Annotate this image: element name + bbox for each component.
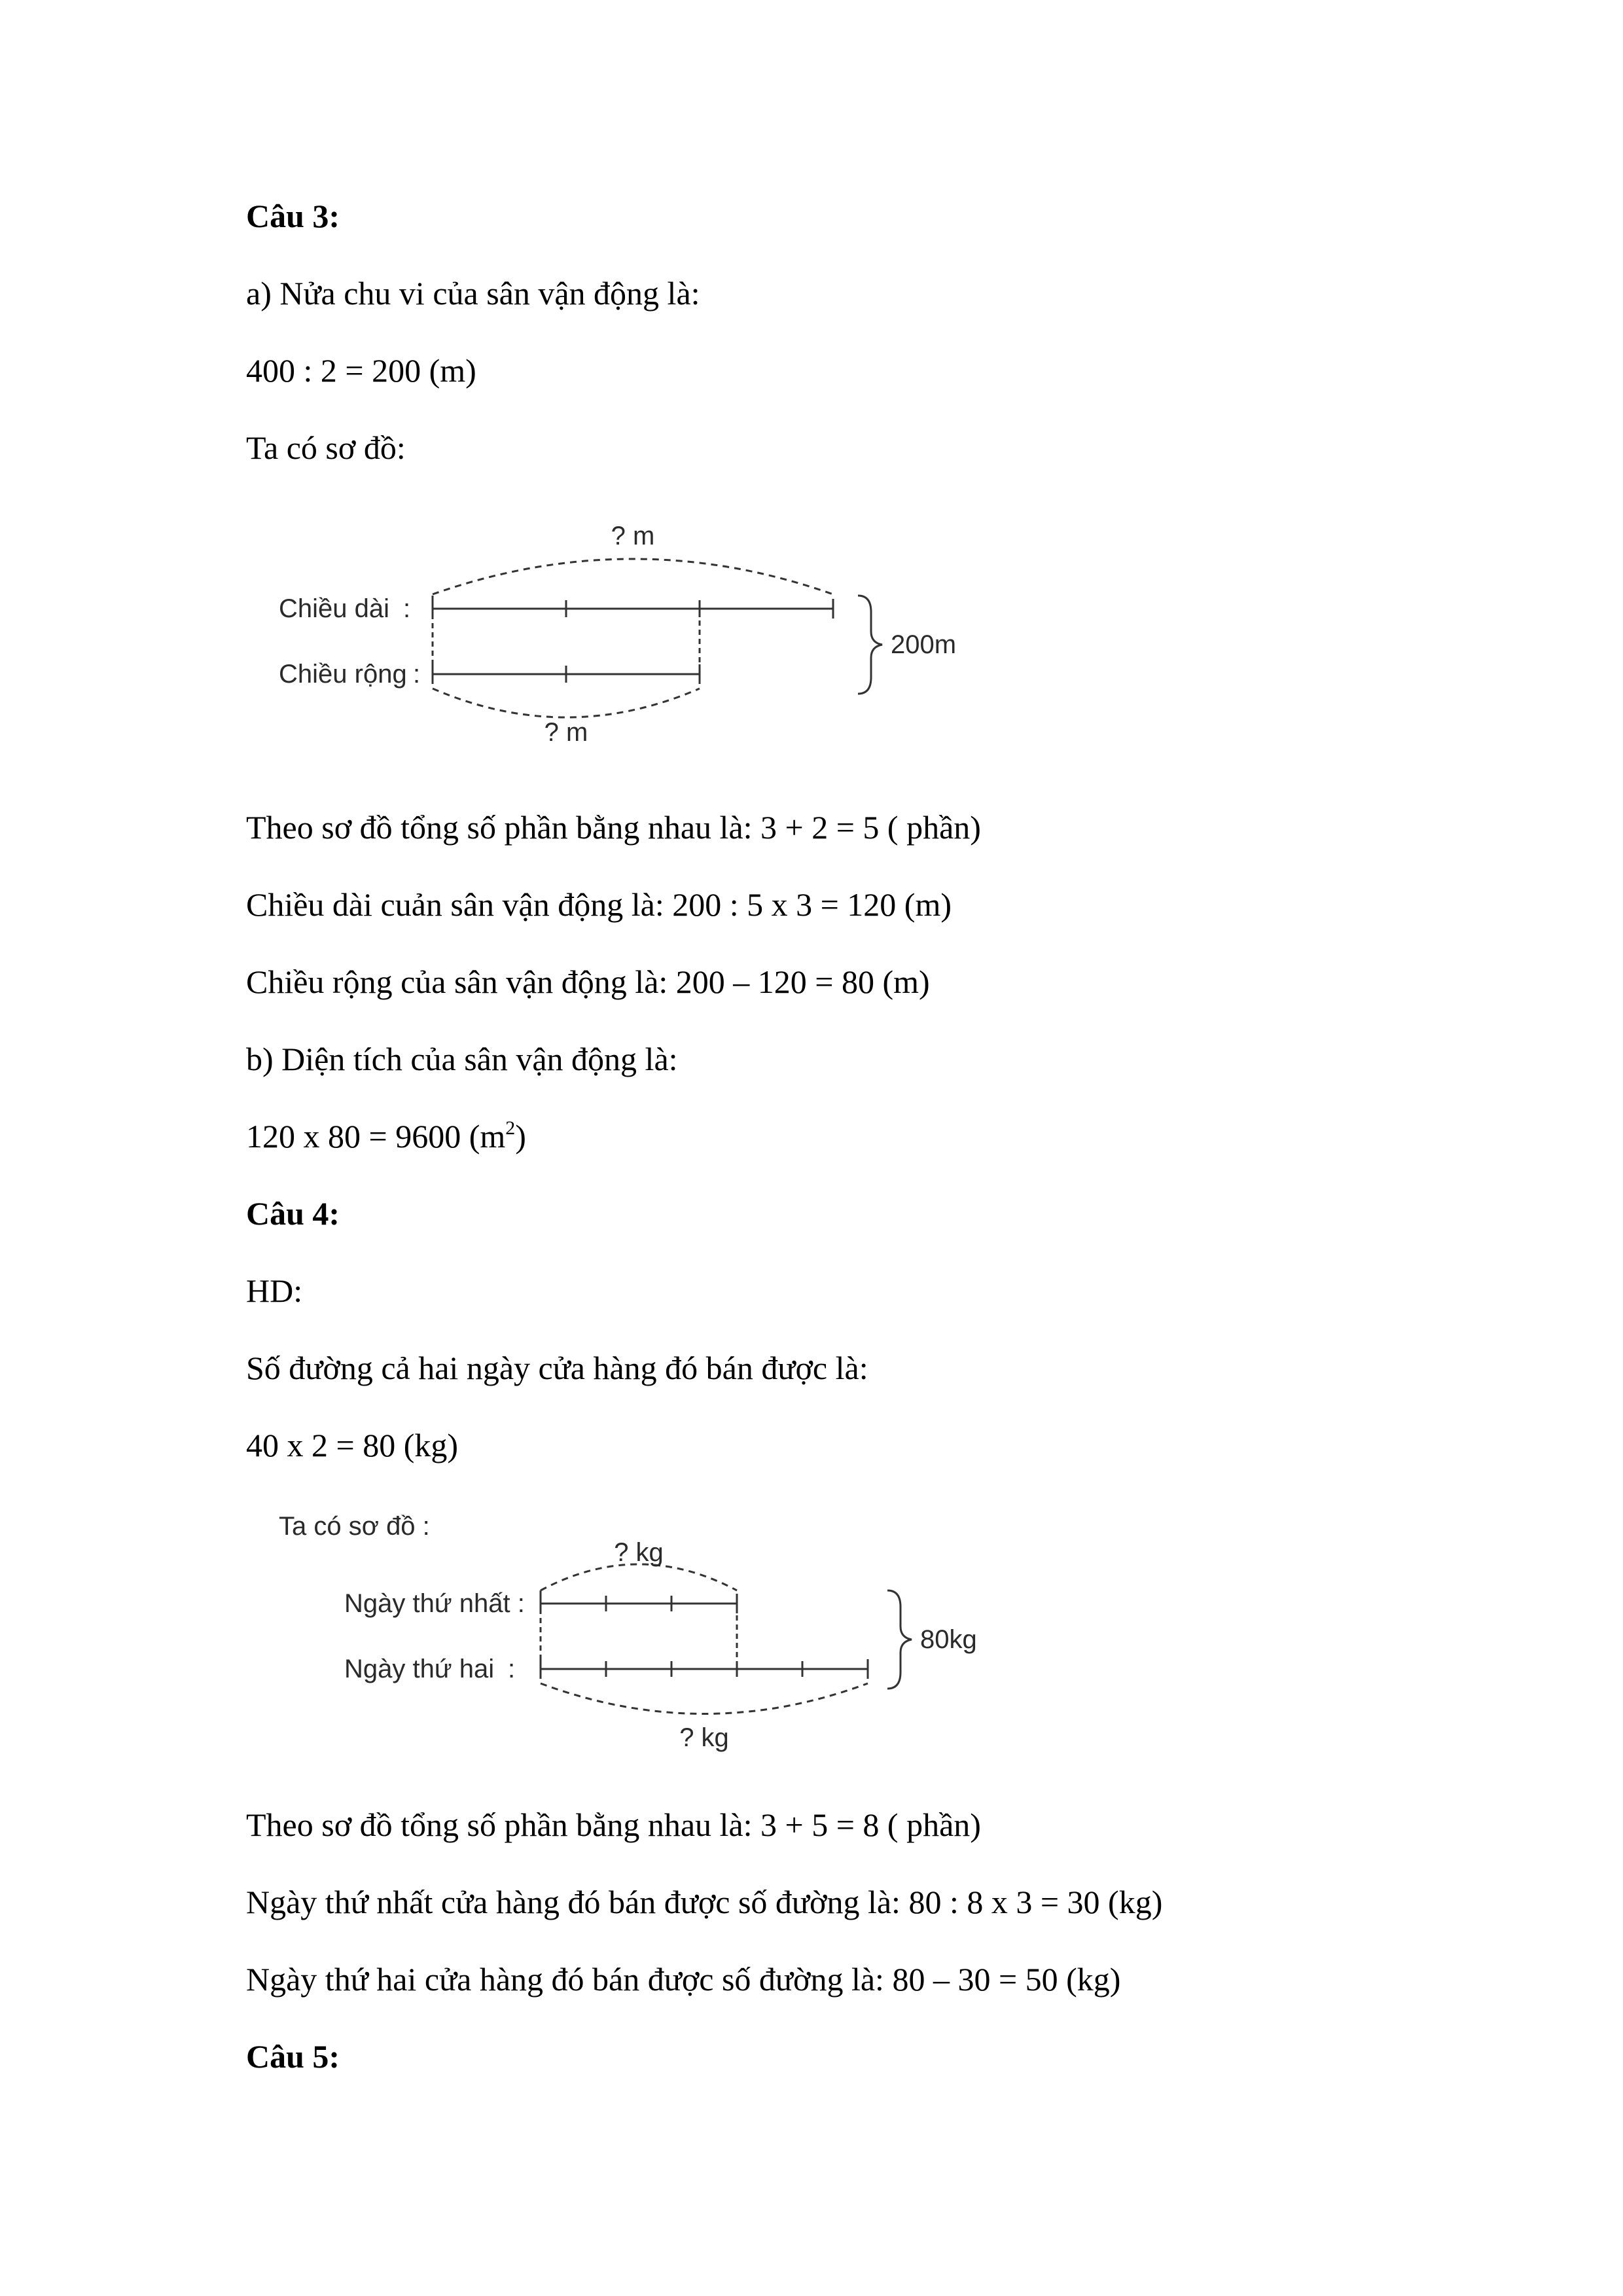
top-dashed-arc bbox=[541, 1564, 737, 1590]
q4-sugar-line: Số đường cả hai ngày cửa hàng đó bán được là: bbox=[246, 1350, 868, 1386]
day2-colon: : bbox=[508, 1655, 516, 1683]
q3-segment-diagram bbox=[246, 497, 972, 779]
q3-total: 200m bbox=[891, 630, 957, 659]
width-colon: : bbox=[413, 660, 421, 689]
q4-bottom-question: ? kg bbox=[679, 1723, 729, 1752]
length-colon: : bbox=[403, 594, 411, 623]
q4-day1-result: Ngày thứ nhất cửa hàng đó bán được số đường là: 80 : 8 x 3 = 30 (kg) bbox=[246, 1884, 1163, 1920]
day1-label: Ngày thứ nhất : bbox=[344, 1589, 525, 1618]
day2-label: Ngày thứ hai bbox=[344, 1655, 495, 1683]
bottom-dashed-arc bbox=[541, 1683, 868, 1714]
q4-diagram-intro: Ta có sơ đồ : bbox=[279, 1512, 430, 1541]
q3-total-parts: Theo sơ đồ tổng số phần bằng nhau là: 3 + 2 = 5 ( phần) bbox=[246, 809, 981, 846]
q3-width-result: Chiều rộng của sân vận động là: 200 – 120 = 80 (m) bbox=[246, 963, 930, 1000]
length-label: Chiều dài bbox=[279, 594, 390, 623]
q4-calc: 40 x 2 = 80 (kg) bbox=[246, 1427, 458, 1463]
q3-heading: Câu 3: bbox=[246, 198, 340, 234]
q3-calc-half-perimeter: 400 : 2 = 200 (m) bbox=[246, 352, 476, 389]
width-label: Chiều rộng bbox=[279, 660, 407, 689]
area-exponent: 2 bbox=[505, 1117, 516, 1139]
top-dashed-arc bbox=[433, 559, 833, 594]
q3-top-question: ? m bbox=[611, 522, 655, 550]
q4-total-parts: Theo sơ đồ tổng số phần bằng nhau là: 3 + 5 = 8 ( phần) bbox=[246, 1806, 981, 1843]
bottom-dashed-arc bbox=[433, 689, 700, 717]
q3-part-a: a) Nửa chu vi của sân vận động là: bbox=[246, 275, 700, 312]
q3-bottom-question: ? m bbox=[544, 718, 588, 747]
q3-length-result: Chiều dài cuản sân vận động là: 200 : 5 x 3 = 120 (m) bbox=[246, 886, 952, 923]
q4-total: 80kg bbox=[920, 1625, 977, 1654]
q4-top-question: ? kg bbox=[614, 1538, 664, 1567]
q4-day2-result: Ngày thứ hai cửa hàng đó bán được số đường là: 80 – 30 = 50 (kg) bbox=[246, 1961, 1121, 1998]
q3-diagram-intro: Ta có sơ đồ: bbox=[246, 429, 406, 466]
q3-area-calc: 120 x 80 = 9600 $(m^2)$ bbox=[246, 1117, 526, 1155]
total-brace bbox=[858, 596, 882, 694]
total-brace bbox=[887, 1590, 912, 1689]
q3-part-b: b) Diện tích của sân vận động là: bbox=[246, 1041, 678, 1077]
q4-hd: HD: bbox=[246, 1272, 303, 1309]
q5-heading: Câu 5: bbox=[246, 2038, 340, 2075]
q4-segment-diagram bbox=[246, 1499, 1038, 1774]
q4-heading: Câu 4: bbox=[246, 1195, 340, 1232]
